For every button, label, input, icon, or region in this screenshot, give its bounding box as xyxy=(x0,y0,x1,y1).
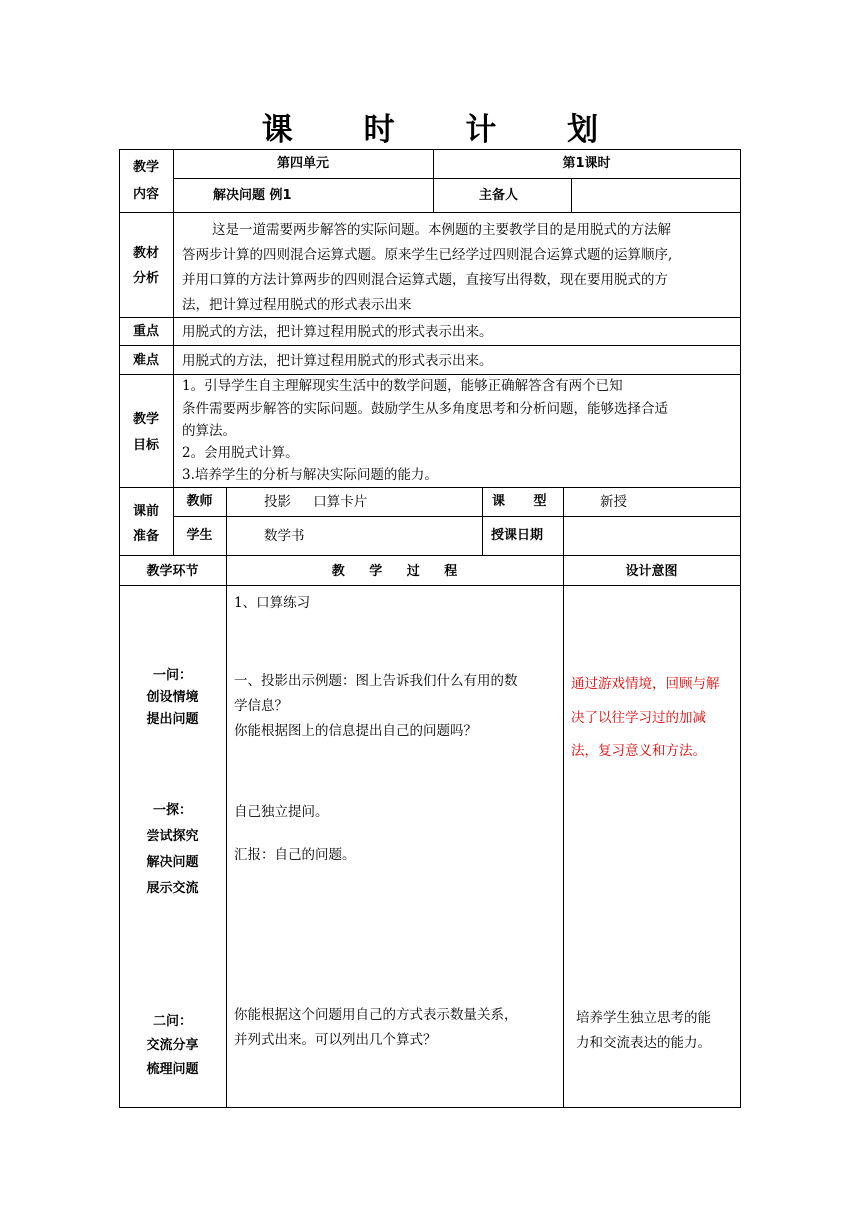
content-label: 内容 xyxy=(132,187,159,202)
unit-cell: 第四单元 xyxy=(276,156,329,171)
stage-label: 创设情境 xyxy=(146,690,199,705)
analysis-line: 这是一道需要两步解答的实际问题。本例题的主要教学目的是用脱式的方法解 xyxy=(212,222,671,238)
analysis-label: 教材 xyxy=(132,246,159,261)
rule xyxy=(119,317,741,318)
content-label: 教学 xyxy=(132,160,159,175)
stage-label: 展示交流 xyxy=(146,881,199,896)
rule xyxy=(173,516,741,517)
rule xyxy=(119,212,741,213)
stage-label: 解决问题 xyxy=(146,855,199,870)
objective-line: 条件需要两步解答的实际问题。鼓励学生从多角度思考和分析问题，能够选择合适 xyxy=(182,401,668,417)
rule xyxy=(119,555,741,556)
intent-header: 设计意图 xyxy=(625,564,678,579)
stage-label: 交流分享 xyxy=(146,1038,199,1053)
rule xyxy=(119,585,741,586)
student-label: 学生 xyxy=(186,528,213,543)
rule xyxy=(119,345,741,346)
topic-cell: 解决问题 例1 xyxy=(213,188,292,203)
rule xyxy=(571,178,572,212)
stage-label: 一探： xyxy=(152,803,192,818)
analysis-line: 法，把计算过程用脱式的形式表示出来 xyxy=(182,297,412,313)
stage-label: 梳理问题 xyxy=(146,1062,199,1077)
type-label: 课 型 xyxy=(492,494,547,509)
analysis-line: 答两步计算的四则混合运算式题。原来学生已经学过四则混合运算式题的运算顺序, xyxy=(182,247,673,263)
table-border-left xyxy=(119,149,120,1108)
objective-line: 1。引导学生自主理解现实生活中的数学问题，能够正确解答含有两个已知 xyxy=(182,378,623,394)
intent-text: 通过游戏情境，回顾与解 xyxy=(571,676,720,692)
process-text: 并列式出来。可以列出几个算式？ xyxy=(234,1032,437,1048)
analysis-line: 并用口算的方法计算两步的四则混合运算式题，直接写出得数，现在要用脱式的方 xyxy=(182,272,668,288)
rule xyxy=(482,487,483,555)
date-label: 授课日期 xyxy=(491,528,544,543)
objective-line: 2。会用脱式计算。 xyxy=(182,445,299,461)
rule xyxy=(173,178,741,179)
page-title: 课 时 计 划 xyxy=(261,112,629,148)
objective-line: 3.培养学生的分析与解决实际问题的能力。 xyxy=(182,467,438,483)
stage-label: 提出问题 xyxy=(146,712,199,727)
key-point-text: 用脱式的方法，把计算过程用脱式的形式表示出来。 xyxy=(182,324,493,340)
table-border-bottom xyxy=(119,1107,741,1108)
rule xyxy=(173,212,174,487)
process-text: 1、口算练习 xyxy=(234,595,311,611)
objectives-label: 目标 xyxy=(132,438,159,453)
process-header: 教 学 过 程 xyxy=(331,564,458,579)
process-text: 一、投影出示例题：图上告诉我们什么有用的数 xyxy=(234,673,518,689)
type-value: 新授 xyxy=(600,494,627,510)
objective-line: 的算法。 xyxy=(182,423,236,439)
intent-text: 决了以往学习过的加减 xyxy=(571,710,706,726)
objectives-label: 教学 xyxy=(132,412,159,427)
period-cell: 第1课时 xyxy=(562,156,611,171)
table-border-right xyxy=(740,149,741,1108)
stage-label: 二问： xyxy=(152,1014,192,1029)
intent-text: 培养学生独立思考的能 xyxy=(576,1010,711,1026)
prep-label: 准备 xyxy=(132,529,159,544)
rule xyxy=(119,487,741,488)
key-point-label: 重点 xyxy=(132,324,159,339)
student-items: 数学书 xyxy=(264,528,305,544)
table-border-top xyxy=(119,149,741,150)
process-text: 汇报：自己的问题。 xyxy=(234,847,356,863)
stage-label: 一问： xyxy=(152,668,192,683)
prep-label: 课前 xyxy=(132,504,159,519)
intent-text: 力和交流表达的能力。 xyxy=(576,1035,711,1051)
stage-header: 教学环节 xyxy=(146,564,199,579)
preparer-label: 主备人 xyxy=(479,188,519,203)
difficulty-text: 用脱式的方法，把计算过程用脱式的形式表示出来。 xyxy=(182,353,493,369)
stage-label: 尝试探究 xyxy=(146,829,199,844)
process-text: 自己独立提问。 xyxy=(234,804,329,820)
teacher-label: 教师 xyxy=(186,494,213,509)
intent-text: 法，复习意义和方法。 xyxy=(571,743,706,759)
analysis-label: 分析 xyxy=(132,271,159,286)
process-text: 你能根据图上的信息提出自己的问题吗？ xyxy=(234,723,477,739)
process-text: 学信息？ xyxy=(234,698,288,714)
teacher-items: 投影 口算卡片 xyxy=(264,494,368,510)
process-text: 你能根据这个问题用自己的方式表示数量关系， xyxy=(234,1007,518,1023)
difficulty-label: 难点 xyxy=(132,353,159,368)
